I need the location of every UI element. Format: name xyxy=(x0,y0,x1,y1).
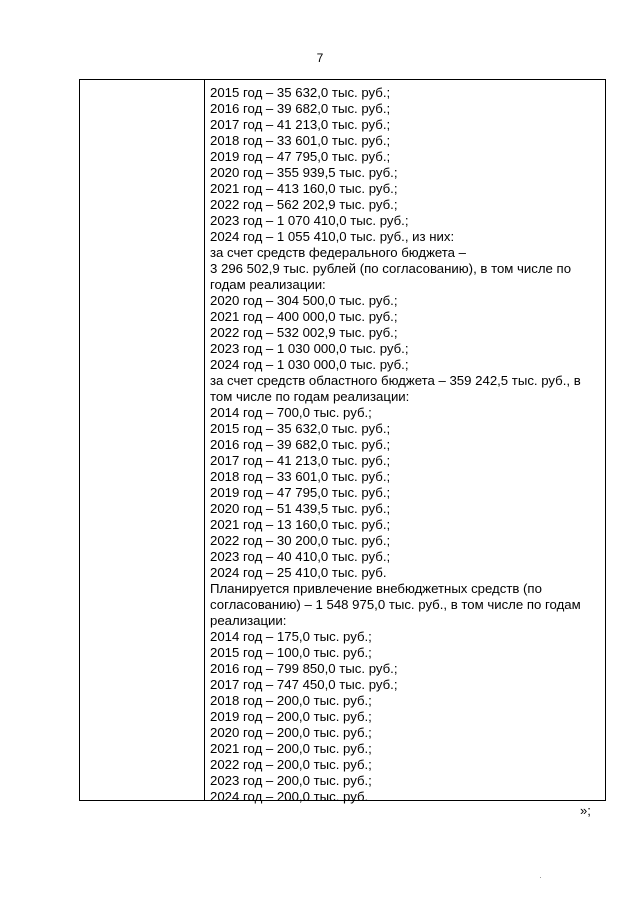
table-line: 2014 год – 175,0 тыс. руб.; xyxy=(210,629,372,644)
table-line: 2022 год – 562 202,9 тыс. руб.; xyxy=(210,197,398,212)
table-line: 2016 год – 39 682,0 тыс. руб.; xyxy=(210,101,391,116)
table-line: реализации: xyxy=(210,613,287,628)
table-line: 2023 год – 1 070 410,0 тыс. руб.; xyxy=(210,213,409,228)
table-line: 2016 год – 39 682,0 тыс. руб.; xyxy=(210,437,391,452)
table-line: 2017 год – 747 450,0 тыс. руб.; xyxy=(210,677,398,692)
table-line: том числе по годам реализации: xyxy=(210,389,410,404)
table-right-cell xyxy=(205,80,605,804)
table-line: 2016 год – 799 850,0 тыс. руб.; xyxy=(210,661,398,676)
table-line: 2023 год – 40 410,0 тыс. руб.; xyxy=(210,549,391,564)
table-line: 2020 год – 51 439,5 тыс. руб.; xyxy=(210,501,391,516)
table-line: 2019 год – 47 795,0 тыс. руб.; xyxy=(210,149,391,164)
table-line: 2024 год – 1 055 410,0 тыс. руб., из них: xyxy=(210,229,455,244)
table-line: годам реализации: xyxy=(210,277,326,292)
table-line: Планируется привлечение внебюджетных средств (по xyxy=(210,581,542,596)
table-line: 2022 год – 532 002,9 тыс. руб.; xyxy=(210,325,398,340)
table-line: 2023 год – 1 030 000,0 тыс. руб.; xyxy=(210,341,409,356)
table-line: за счет средств областного бюджета – 359 242,5 тыс. руб., в xyxy=(210,373,581,388)
table-line: 2015 год – 100,0 тыс. руб.; xyxy=(210,645,372,660)
table-line: 2022 год – 200,0 тыс. руб.; xyxy=(210,757,372,772)
table-line: 2019 год – 200,0 тыс. руб.; xyxy=(210,709,372,724)
table-line: 2017 год – 41 213,0 тыс. руб.; xyxy=(210,117,391,132)
table-line: 2024 год – 200,0 тыс. руб. xyxy=(210,789,369,804)
closing-quote-mark: »; xyxy=(580,803,591,818)
table-line: за счет средств федерального бюджета – xyxy=(210,245,467,260)
table-line: 2018 год – 33 601,0 тыс. руб.; xyxy=(210,469,391,484)
table-line: 2020 год – 355 939,5 тыс. руб.; xyxy=(210,165,398,180)
table-line: 2024 год – 25 410,0 тыс. руб. xyxy=(210,565,387,580)
table-line: согласованию) – 1 548 975,0 тыс. руб., в том числе по годам xyxy=(210,597,581,612)
table-line: 2020 год – 200,0 тыс. руб.; xyxy=(210,725,372,740)
table-line: 2021 год – 13 160,0 тыс. руб.; xyxy=(210,517,391,532)
table-left-cell xyxy=(80,80,205,800)
table-line: 2021 год – 413 160,0 тыс. руб.; xyxy=(210,181,398,196)
page-number: 7 xyxy=(316,51,324,65)
table-line: 2021 год – 400 000,0 тыс. руб.; xyxy=(210,309,398,324)
table-line: 2017 год – 41 213,0 тыс. руб.; xyxy=(210,453,391,468)
table-line: 2021 год – 200,0 тыс. руб.; xyxy=(210,741,372,756)
table-line: 2015 год – 35 632,0 тыс. руб.; xyxy=(210,85,391,100)
table-line: 3 296 502,9 тыс. рублей (по согласованию), в том числе по xyxy=(210,261,572,276)
table-line: 2019 год – 47 795,0 тыс. руб.; xyxy=(210,485,391,500)
table-line: 2015 год – 35 632,0 тыс. руб.; xyxy=(210,421,391,436)
table-line: 2018 год – 200,0 тыс. руб.; xyxy=(210,693,372,708)
funding-table xyxy=(79,79,606,804)
table-line: 2023 год – 200,0 тыс. руб.; xyxy=(210,773,372,788)
table-line: 2018 год – 33 601,0 тыс. руб.; xyxy=(210,133,391,148)
scan-speck xyxy=(540,877,541,878)
table-line: 2024 год – 1 030 000,0 тыс. руб.; xyxy=(210,357,409,372)
table-line: 2020 год – 304 500,0 тыс. руб.; xyxy=(210,293,398,308)
table-line: 2022 год – 30 200,0 тыс. руб.; xyxy=(210,533,391,548)
table-line: 2014 год – 700,0 тыс. руб.; xyxy=(210,405,372,420)
